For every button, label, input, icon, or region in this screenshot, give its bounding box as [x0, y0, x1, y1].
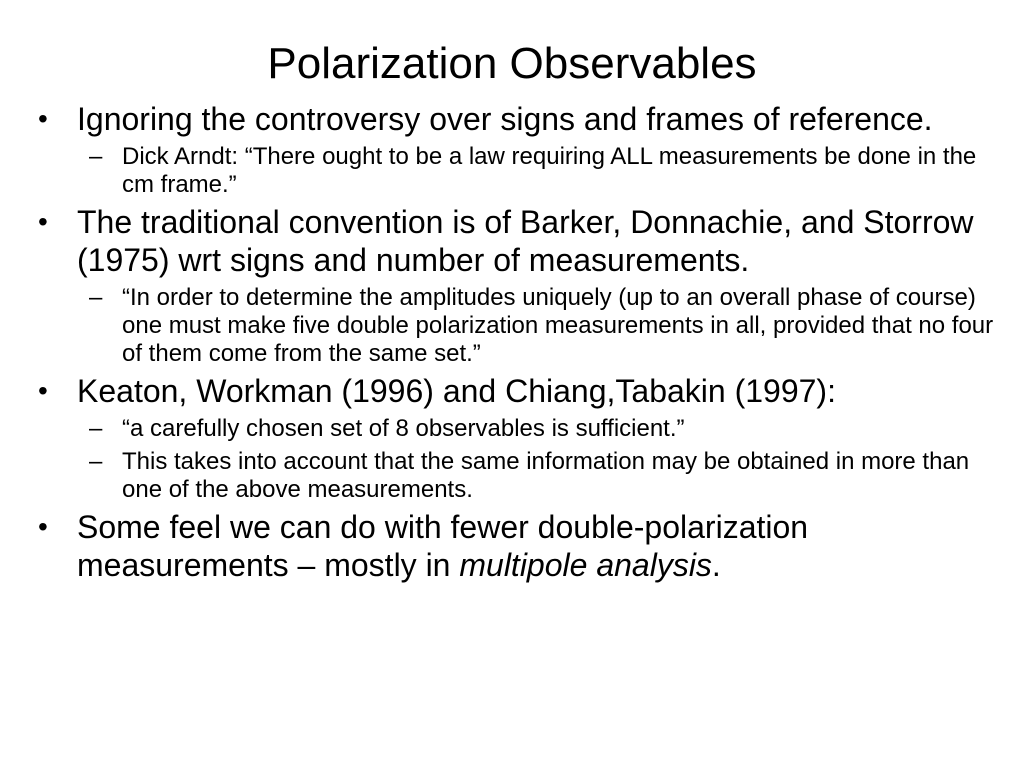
bullet-marker: • — [38, 206, 48, 237]
sub-bullet-text: “In order to determine the amplitudes uniquely (up to an overall phase of course) one must make five double polarization measurements in all, provided that no four of them come from the same set.” — [122, 284, 994, 367]
bullet-text: Keaton, Workman (1996) and Chiang,Tabakin (1997): — [77, 373, 836, 409]
sub-bullet-list — [77, 415, 1004, 504]
bullet-item-2 — [0, 203, 1024, 368]
sub-bullet-text: Dick Arndt: “There ought to be a law requiring ALL measurements be done in the cm frame.” — [122, 143, 977, 198]
bullet-text: Ignoring the controversy over signs and frames of reference. — [77, 101, 933, 137]
bullet-item-3 — [0, 372, 1024, 504]
sub-bullet-marker: – — [89, 415, 103, 442]
sub-bullet-item — [77, 143, 1004, 199]
sub-bullet-text: This takes into account that the same information may be obtained in more than one of the above measurements. — [122, 448, 970, 503]
sub-bullet-text: “a carefully chosen set of 8 observables is sufficient.” — [122, 415, 685, 442]
bullet-text: The traditional convention is of Barker, Donnachie, and Storrow (1975) wrt signs and number of measurements. — [77, 204, 974, 278]
sub-bullet-item — [77, 284, 1004, 368]
bullet-text-before: Some feel we can do with fewer double-polarization measurements – mostly in — [77, 509, 809, 583]
sub-bullet-marker: – — [89, 143, 103, 170]
slide-title: Polarization Observables — [267, 39, 757, 88]
sub-bullet-marker: – — [89, 284, 103, 311]
sub-bullet-marker: – — [89, 448, 103, 475]
bullet-text-after: . — [711, 547, 721, 583]
bullet-item-4 — [0, 508, 1024, 584]
sub-bullet-item — [77, 415, 1004, 443]
sub-bullet-list — [77, 284, 1004, 368]
bullet-marker: • — [38, 103, 48, 134]
sub-bullet-list — [77, 143, 1004, 199]
bullet-text-emphasis: multipole analysis — [459, 547, 712, 583]
bullet-marker: • — [38, 375, 48, 406]
sub-bullet-item — [77, 448, 1004, 504]
bullet-marker: • — [38, 511, 48, 542]
bullet-list — [0, 96, 1024, 584]
bullet-item-1 — [0, 100, 1024, 199]
